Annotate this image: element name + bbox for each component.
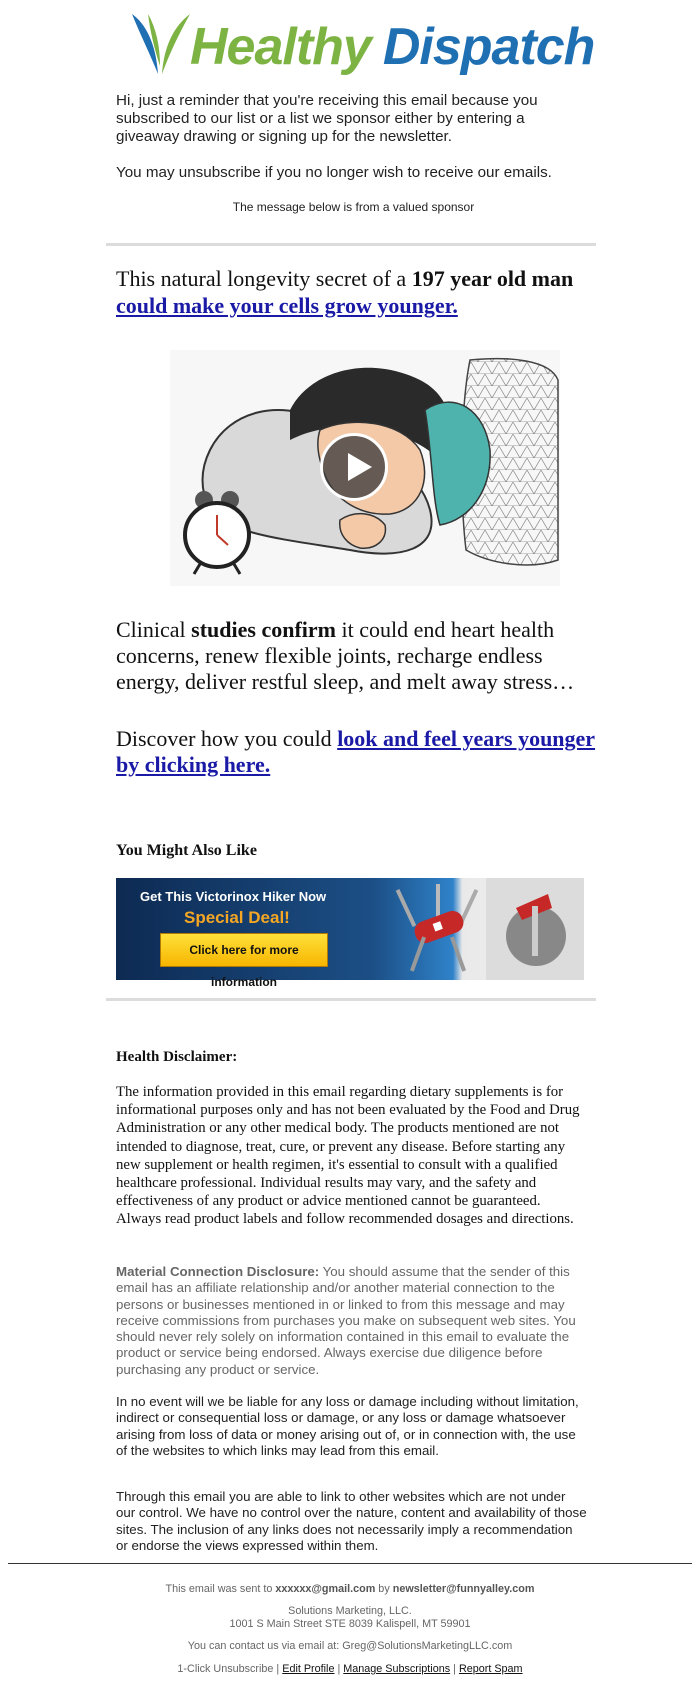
footer-sent-to [0,1583,700,1596]
banner-title: Get This Victorinox Hiker Now [140,889,327,904]
footer-address: 1001 S Main Street STE 8039 Kalispell, MT 59901 [229,1618,471,1630]
clinical-text [116,617,606,695]
divider-bottom [106,998,596,1001]
manage-subscriptions-link[interactable]: Manage Subscriptions [343,1663,451,1675]
banner-info-button[interactable]: Click here for more information [160,933,328,967]
ad-headline [116,265,606,319]
clinical-bold: studies confirm [191,617,336,642]
sent-to-label: This email was sent to [165,1583,276,1595]
material-disclosure [116,1264,588,1378]
footer-sep-1: | [273,1663,283,1675]
swiss-knife-icon [396,884,482,976]
disclaimer-text: The information provided in this email regarding dietary supplements is for informational purposes only and has not been evaluated by the Food and Drug Administration or any other medical body. The products mentioned are not intended to diagnose, treat, cure, or prevent any disease. Before starting any new supplement or health regimen, it's essential to consult with a qualified healthcare professional. Individual results may vary, and the safety and effectiveness of any product or advice mentioned cannot be guaranteed. Always read product labels and follow recommended dosages and directions. [116,1084,580,1228]
edit-profile-link[interactable]: Edit Profile [282,1663,335,1675]
discover-link[interactable]: look and feel years younger by clicking here. [116,726,596,777]
one-click-unsubscribe[interactable]: 1-Click Unsubscribe [177,1663,274,1675]
brand-word-dispatch: Dispatch [382,18,595,76]
intro-block [116,92,591,182]
material-label: Material Connection Disclosure: [116,1264,320,1279]
recipient-email: xxxxxx@gmail.com [275,1583,376,1595]
liability-text: In no event will we be liable for any loss or damage including without limitation, indirect or consequential loss or damage, or any loss or damage whatsoever arising from loss of data or money arising out of, or in connection with, the use of the websites to which links may lead from this email. [116,1394,579,1458]
subscription-reminder: Hi, just a reminder that you're receiving this email because you subscribed to our list or a list we sponsor either by entering a giveaway drawing or signing up for the newsletter. [116,92,538,145]
clinical-start: Clinical [116,617,192,642]
play-icon[interactable] [320,433,388,501]
footer-divider [8,1563,692,1564]
footer-contact: You can contact us via email at: Greg@SolutionsMarketingLLC.com [187,1640,513,1652]
headline-text: This natural longevity secret of a [116,266,412,291]
footer-sep-3: | [450,1663,459,1675]
hero-video-thumbnail[interactable] [170,350,560,586]
clinical-rest: it could end heart health concerns, renew flexible joints, recharge endless energy, deliver restful sleep, and melt away stress… [116,617,575,694]
sponsor-note: The message below is from a valued sponsor [232,200,475,214]
discover-start: Discover how you could [116,726,338,751]
footer-links [0,1663,700,1676]
victorinox-banner[interactable] [116,878,584,989]
also-like-heading: You Might Also Like [116,842,257,859]
headline-bold: 197 year old man [411,266,574,291]
external-links-text: Through this email you are able to link to other websites which are not under our control. We have no control over the nature, content and availability of those sites. The inclusion of any links does not necessarily imply a recommendation or endorse the views expressed within them. [116,1489,587,1553]
material-text: You should assume that the sender of this email has an affiliate relationship and/or another material connection to the persons or businesses mentioned in or linked to from this message and may receive commissions from purchases you make on subsequent web sites. You should never rely solely on information contained in this email to evaluate the product or service being endorsed. Always exercise due diligence before purchasing any product or service. [116,1264,576,1377]
knife-closeup-icon [486,878,584,980]
sender-email: newsletter@funnyalley.com [392,1583,535,1595]
banner-deal: Special Deal! [184,908,290,927]
leaf-icon [128,8,194,86]
disclaimer-title: Health Disclaimer: [116,1049,238,1065]
report-spam-link[interactable]: Report Spam [458,1663,523,1675]
headline-link[interactable]: could make your cells grow younger. [116,293,458,318]
unsubscribe-note: You may unsubscribe if you no longer wish to receive our emails. [116,164,552,181]
footer-company: Solutions Marketing, LLC. [288,1605,412,1617]
by-label: by [375,1583,393,1595]
knife-closeup-image [486,878,584,980]
discover-text [116,726,606,778]
divider-top [106,243,596,246]
brand-logo[interactable] [128,8,595,86]
footer-sep-2: | [334,1663,344,1675]
brand-word-healthy: Healthy [190,18,371,76]
